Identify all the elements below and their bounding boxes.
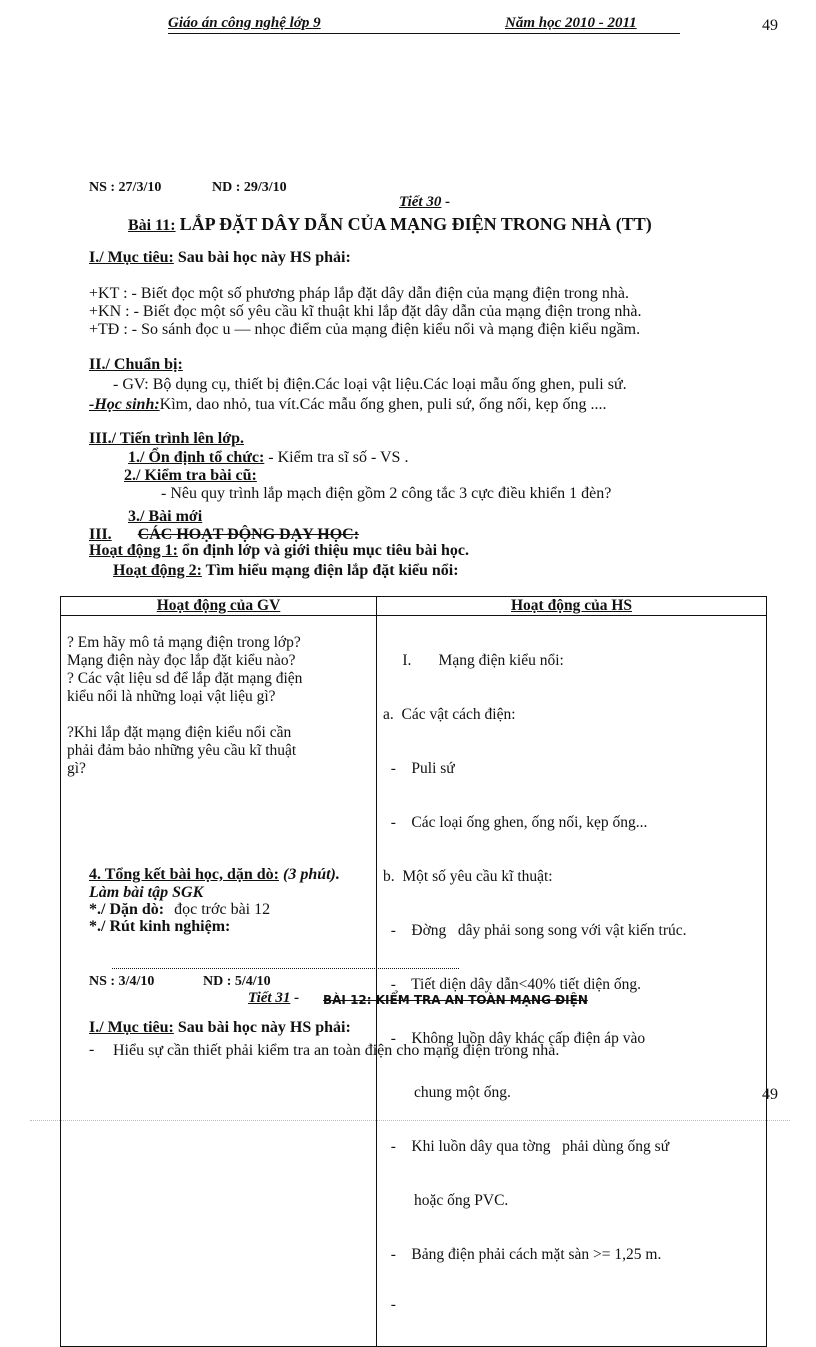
gv-line — [67, 706, 370, 724]
tiet-30-line — [399, 194, 450, 211]
hd1-text: ổn định lớp và giới thiệu mục tiêu bài học. — [181, 542, 470, 559]
kiem-tra-question: - Nêu quy trình lắp mạch điện gồm 2 công tắc 3 cực điều khiển 1 đèn? — [161, 485, 612, 502]
chuan-bi-heading: II./ Chuẩn bị: — [89, 356, 183, 373]
hd2-text: Tìm hiểu mạng điện lắp đặt kiểu nổi: — [205, 562, 459, 579]
nd-date-31: ND : 5/4/10 — [203, 974, 271, 989]
hs-line: a. Các vật cách điện: — [383, 706, 516, 723]
header-school-year: Năm học 2010 - 2011 — [505, 15, 637, 31]
ns-date-31: NS : 3/4/10 — [89, 974, 155, 989]
hs-line: - Puli sứ — [383, 760, 455, 777]
tien-trinh-heading: III./ Tiến trình lên lớp. — [89, 430, 244, 447]
dan-do-line — [89, 901, 270, 919]
gv-line: Mạng điện này đọc lắp đặt kiểu nào? — [67, 652, 296, 669]
ns-date: NS : 27/3/10 — [89, 180, 162, 195]
hs-line: - Khi luồn dây qua tờng phải dùng ống sứ — [383, 1138, 670, 1155]
hd1-line — [89, 542, 469, 560]
hs-line: - Các loại ống ghen, ống nối, kẹp ống... — [383, 814, 648, 831]
muc-tieu-31-line — [89, 1019, 351, 1037]
hs-activity-cell — [377, 616, 767, 1347]
bai-moi-label: 3./ Bài mới — [128, 508, 203, 525]
page-bottom-rule — [30, 1120, 790, 1121]
gv-preparation: - GV: Bộ dụng cụ, thiết bị điện.Các loại vật liệu.Các loại mẫu ống ghen, puli sứ. — [113, 376, 627, 393]
on-dinh-label: 1./ Ổn định tổ chức: — [128, 449, 265, 466]
gv-line: kiểu nổi là những loại vật liệu gì? — [67, 688, 276, 705]
gv-line: gì? — [67, 760, 86, 777]
header-rule — [168, 33, 680, 34]
hoat-dong-day-hoc-heading: CÁC HOẠT ĐỘNG DẠY HỌC: — [137, 526, 360, 543]
gv-line: ? Các vật liệu sd để lắp đặt mạng điện — [67, 670, 303, 687]
muc-tieu-label: I./ Mục tiêu: — [89, 249, 174, 266]
hs-line: chung một ống. — [383, 1084, 511, 1101]
muc-tieu-31-label: I./ Mục tiêu: — [89, 1019, 174, 1036]
lesson-31-title: BÀI 12: KIỂM TRA AN TOÀN MẠNG ĐIỆN — [323, 993, 588, 1007]
hs-label: -Học sinh: — [89, 396, 160, 413]
objective-kt: +KT : - Biết đọc một số phương pháp lắp đặt dây dẫn điện của mạng điện trong nhà. — [89, 285, 629, 302]
nd-date: ND : 29/3/10 — [212, 180, 287, 195]
objective-kn: +KN : - Biết đọc một số yêu cầu kĩ thuật khi lắp đặt dây dẫn của mạng điện trong nhà. — [89, 303, 642, 320]
tong-ket-line — [89, 866, 340, 884]
gv-line: phải đảm bảo những yêu cầu kĩ thuật — [67, 742, 297, 759]
rut-kinh-nghiem: *./ Rút kinh nghiệm: — [89, 918, 231, 935]
activity-table — [60, 596, 767, 1347]
objective-31: Hiểu sự cần thiết phải kiểm tra an toàn điện cho mạng điện trong nhà. — [113, 1042, 560, 1059]
dotted-separator — [112, 968, 459, 969]
hs-line: b. Một số yêu cầu kĩ thuật: — [383, 868, 553, 885]
header-title: Giáo án công nghệ lớp 9 — [168, 15, 321, 31]
on-dinh-text: - Kiểm tra sĩ số - VS . — [268, 449, 409, 466]
tiet-30-dash: - — [445, 194, 451, 210]
tong-ket-label: 4. Tổng kết bài học, dặn dò: — [89, 866, 279, 883]
page-number-bottom: 49 — [762, 1086, 778, 1103]
tiet-30: Tiết 30 — [399, 194, 442, 210]
tong-ket-time: (3 phút). — [282, 866, 340, 883]
hd2-line — [113, 562, 459, 580]
hs-line: - Bảng điện phải cách mặt sàn >= 1,25 m. — [383, 1246, 662, 1263]
hs-line: - — [383, 1296, 396, 1313]
hd2-label: Hoạt động 2: — [113, 562, 202, 579]
muc-tieu-line — [89, 249, 351, 267]
col-header-hs: Hoạt động của HS — [377, 597, 767, 616]
hd1-label: Hoạt động 1: — [89, 542, 178, 559]
hs-line: - Không luồn dây khác cấp điện áp vào — [383, 1030, 646, 1047]
col-header-gv: Hoạt động của GV — [61, 597, 377, 616]
hs-preparation: Kìm, dao nhỏ, tua vít.Các mẫu ống ghen, puli sứ, ống nối, kẹp ống .... — [159, 396, 607, 413]
hs-line: hoặc ống PVC. — [383, 1192, 509, 1209]
hs-preparation-line — [89, 396, 607, 414]
lesson-title: LẮP ĐẶT DÂY DẪN CỦA MẠNG ĐIỆN TRONG NHÀ (TT) — [179, 214, 652, 234]
hs-line: - Tiết diện dây dẫn<40% tiết diện ống. — [383, 976, 642, 993]
on-dinh-line — [128, 449, 408, 467]
kiem-tra-label: 2./ Kiểm tra bài cũ: — [124, 467, 257, 484]
objective-31-bullet: - — [89, 1041, 95, 1058]
dan-do-text: đọc trớc bài 12 — [174, 901, 271, 918]
dan-do-label: *./ Dặn dò: — [89, 901, 165, 918]
bai-11-label: Bài 11: — [128, 217, 176, 234]
section-iii-num: III. — [89, 526, 112, 543]
gv-line — [67, 616, 370, 634]
muc-tieu-31-text: Sau bài học này HS phải: — [177, 1019, 351, 1036]
table-header-row — [61, 597, 767, 616]
hs-line: - Đờng dây phải song song với vật kiến trúc. — [383, 922, 687, 939]
tiet-31-line — [248, 990, 299, 1007]
gv-line: ?Khi lắp đặt mạng điện kiểu nổi cần — [67, 724, 292, 741]
lesson-title-line — [128, 214, 652, 235]
page-number-top: 49 — [762, 17, 778, 34]
hs-line: I. Mạng điện kiểu nổi: — [383, 652, 564, 669]
muc-tieu-text: Sau bài học này HS phải: — [177, 249, 351, 266]
tiet-31-dash: - — [294, 990, 300, 1006]
objective-td: +TĐ : - So sánh đọc u — nhọc điểm của mạng điện kiểu nổi và mạng điện kiểu ngầm. — [89, 321, 641, 338]
tiet-31: Tiết 31 — [248, 990, 291, 1006]
gv-line: ? Em hãy mô tả mạng điện trong lớp? — [67, 634, 301, 651]
lam-bai-tap: Làm bài tập SGK — [89, 884, 204, 901]
table-row — [61, 616, 767, 1347]
